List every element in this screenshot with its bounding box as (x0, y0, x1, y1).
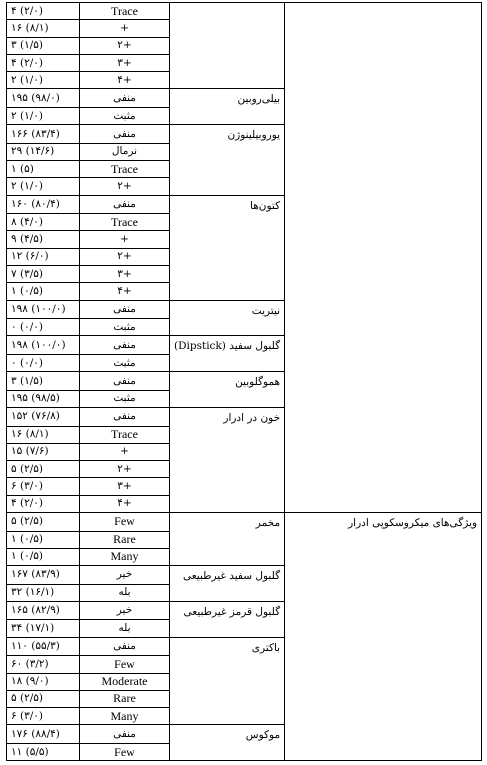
count-cell: ۱ (۰/۵) (7, 548, 80, 565)
table-row (7, 548, 482, 565)
count-cell: ۱۶۰ (۸۰/۴) (7, 195, 80, 214)
count-cell: ۳ (۱/۵) (7, 37, 80, 54)
table-row (7, 143, 482, 160)
section-cell (285, 461, 482, 478)
table-row (7, 214, 482, 231)
variable-cell (170, 20, 285, 37)
variable-cell (170, 372, 285, 391)
table-row (7, 690, 482, 707)
variable-label: خون در ادرار (223, 412, 281, 425)
category-cell: نرمال (80, 143, 170, 160)
table-row (7, 725, 482, 744)
variable-cell (170, 390, 285, 407)
table-row (7, 283, 482, 300)
category-cell: Trace (80, 3, 170, 20)
category-cell: Moderate (80, 673, 170, 690)
category-cell: بله (80, 584, 170, 601)
section-cell (285, 637, 482, 656)
variable-cell (170, 743, 285, 760)
variable-cell (170, 637, 285, 656)
category-cell: خیر (80, 601, 170, 620)
variable-cell (170, 426, 285, 443)
section-cell (285, 143, 482, 160)
table-row (7, 354, 482, 371)
variable-cell (170, 336, 285, 355)
count-cell: ۱۷۶ (۸۸/۴) (7, 725, 80, 744)
count-cell: ۳۴ (۱۷/۱) (7, 620, 80, 637)
variable-cell (170, 548, 285, 565)
table-row (7, 495, 482, 512)
count-cell: ۴ (۲/۰) (7, 54, 80, 71)
table-row (7, 390, 482, 407)
count-cell: ۱۶۶ (۸۳/۴) (7, 125, 80, 144)
variable-cell (170, 178, 285, 195)
section-cell (285, 620, 482, 637)
count-cell: ۱۱۰ (۵۵/۳) (7, 637, 80, 656)
table-row (7, 478, 482, 495)
table-row (7, 3, 482, 20)
count-cell: ۱۲ (۶/۰) (7, 248, 80, 265)
variable-cell (170, 72, 285, 89)
table-row (7, 107, 482, 124)
variable-cell (170, 107, 285, 124)
section-cell (285, 584, 482, 601)
table-row (7, 443, 482, 460)
category-cell: Rare (80, 531, 170, 548)
count-cell: ۶ (۳/۰) (7, 478, 80, 495)
count-cell: ۷ (۳/۵) (7, 266, 80, 283)
table-row (7, 584, 482, 601)
table-row (7, 89, 482, 108)
section-cell (285, 283, 482, 300)
count-cell: ۱۵۲ (۷۶/۸) (7, 408, 80, 427)
section-cell (285, 37, 482, 54)
table-row (7, 656, 482, 673)
count-cell: ۲۹ (۱۴/۶) (7, 143, 80, 160)
category-cell: مثبت (80, 390, 170, 407)
variable-cell (170, 601, 285, 620)
variable-label: نیتریت (251, 304, 281, 317)
category-cell: مثبت (80, 107, 170, 124)
variable-cell (170, 37, 285, 54)
count-cell: ۱۶۵ (۸۲/۹) (7, 601, 80, 620)
table-row (7, 300, 482, 319)
category-cell: بله (80, 620, 170, 637)
section-cell (285, 161, 482, 178)
variable-cell (170, 690, 285, 707)
count-cell: ۱۵ (۷/۶) (7, 443, 80, 460)
category-cell: ۲+ (80, 461, 170, 478)
category-cell: ۲+ (80, 248, 170, 265)
category-cell: ۳+ (80, 478, 170, 495)
table-row (7, 601, 482, 620)
variable-cell (170, 248, 285, 265)
variable-cell (170, 708, 285, 725)
table-row (7, 231, 482, 248)
count-cell: ۱۹۸ (۱۰۰/۰) (7, 336, 80, 355)
table-row (7, 708, 482, 725)
count-cell: ۰ (۰/۰) (7, 319, 80, 336)
count-cell: ۱ (۵) (7, 161, 80, 178)
category-cell: Many (80, 708, 170, 725)
variable-cell (170, 408, 285, 427)
table-row (7, 248, 482, 265)
section-cell (285, 354, 482, 371)
table-row (7, 513, 482, 532)
table-row (7, 161, 482, 178)
section-cell (285, 336, 482, 355)
category-cell: Trace (80, 161, 170, 178)
variable-cell (170, 478, 285, 495)
section-cell (285, 426, 482, 443)
category-cell: مثبت (80, 354, 170, 371)
table-row (7, 408, 482, 427)
category-cell: ۲+ (80, 37, 170, 54)
count-cell: ۸ (۴/۰) (7, 214, 80, 231)
section-cell (285, 195, 482, 214)
variable-cell (170, 300, 285, 319)
count-cell: ۱۸ (۹/۰) (7, 673, 80, 690)
category-cell: منفی (80, 336, 170, 355)
variable-cell (170, 89, 285, 108)
table-row (7, 426, 482, 443)
category-cell: Few (80, 656, 170, 673)
table-row (7, 620, 482, 637)
section-cell (285, 300, 482, 319)
count-cell: ۱۹۵ (۹۸/۰) (7, 89, 80, 108)
section-cell (285, 443, 482, 460)
variable-cell (170, 3, 285, 20)
variable-label: مخمر (255, 517, 281, 530)
category-cell: ۳+ (80, 266, 170, 283)
variable-cell (170, 513, 285, 532)
category-cell: ۴+ (80, 283, 170, 300)
count-cell: ۳ (۱/۵) (7, 372, 80, 391)
table-row (7, 743, 482, 760)
category-cell: ۴+ (80, 495, 170, 512)
table-body (7, 3, 482, 761)
variable-label: موکوس (245, 729, 281, 742)
category-cell: منفی (80, 195, 170, 214)
table-row (7, 336, 482, 355)
variable-label: گلبول سفید غیرطبیعی (182, 570, 281, 583)
section-cell (285, 408, 482, 427)
variable-cell (170, 125, 285, 144)
variable-cell (170, 54, 285, 71)
section-cell (285, 372, 482, 391)
category-cell: ۴+ (80, 72, 170, 89)
category-cell: Many (80, 548, 170, 565)
section-cell (285, 513, 482, 532)
table-row (7, 637, 482, 656)
section-cell (285, 531, 482, 548)
table-row (7, 125, 482, 144)
category-cell: Rare (80, 690, 170, 707)
variable-cell (170, 673, 285, 690)
variable-cell (170, 584, 285, 601)
section-cell (285, 725, 482, 744)
section-cell (285, 601, 482, 620)
category-cell: منفی (80, 300, 170, 319)
variable-label: یوروبیلینوژن (227, 129, 281, 142)
variable-cell (170, 620, 285, 637)
section-cell (285, 3, 482, 20)
section-cell (285, 54, 482, 71)
variable-cell (170, 656, 285, 673)
section-cell (285, 743, 482, 760)
variable-cell (170, 319, 285, 336)
category-cell: ۳+ (80, 54, 170, 71)
section-label: ویژگی‌های میکروسکوپی ادرار (348, 517, 478, 530)
count-cell: ۱۱ (۵/۵) (7, 743, 80, 760)
table-row (7, 178, 482, 195)
count-cell: ۲ (۱/۰) (7, 178, 80, 195)
urinalysis-results-table (6, 2, 482, 761)
variable-cell (170, 531, 285, 548)
section-cell (285, 89, 482, 108)
section-cell (285, 548, 482, 565)
variable-cell (170, 214, 285, 231)
count-cell: ۱۹۸ (۱۰۰/۰) (7, 300, 80, 319)
variable-label: گلبول قرمز غیرطبیعی (183, 605, 281, 618)
count-cell: ۵ (۲/۵) (7, 690, 80, 707)
category-cell: Trace (80, 426, 170, 443)
table-row (7, 372, 482, 391)
count-cell: ۵ (۲/۵) (7, 461, 80, 478)
count-cell: ۱۹۵ (۹۸/۵) (7, 390, 80, 407)
table-row (7, 531, 482, 548)
variable-cell (170, 161, 285, 178)
section-cell (285, 690, 482, 707)
count-cell: ۴ (۲/۰) (7, 495, 80, 512)
category-cell: منفی (80, 125, 170, 144)
section-cell (285, 478, 482, 495)
section-cell (285, 266, 482, 283)
category-cell: + (80, 231, 170, 248)
section-cell (285, 673, 482, 690)
section-cell (285, 107, 482, 124)
variable-cell (170, 143, 285, 160)
table-row (7, 72, 482, 89)
variable-label: (Dipstick) گلبول سفید (174, 340, 281, 353)
count-cell: ۲ (۱/۰) (7, 107, 80, 124)
section-cell (285, 390, 482, 407)
category-cell: منفی (80, 725, 170, 744)
section-cell (285, 248, 482, 265)
variable-cell (170, 725, 285, 744)
variable-cell (170, 283, 285, 300)
table-row (7, 37, 482, 54)
count-cell: ۰ (۰/۰) (7, 354, 80, 371)
count-cell: ۱ (۰/۵) (7, 531, 80, 548)
section-cell (285, 20, 482, 37)
variable-cell (170, 354, 285, 371)
category-cell: منفی (80, 89, 170, 108)
count-cell: ۶۰ (۳/۲) (7, 656, 80, 673)
variable-label: هموگلوبین (235, 376, 281, 389)
count-cell: ۲ (۱/۰) (7, 72, 80, 89)
section-cell (285, 566, 482, 585)
variable-label: باکتری (251, 641, 281, 654)
section-cell (285, 178, 482, 195)
variable-cell (170, 195, 285, 214)
section-cell (285, 214, 482, 231)
count-cell: ۴ (۲/۰) (7, 3, 80, 20)
category-cell: منفی (80, 408, 170, 427)
count-cell: ۱۶ (۸/۱) (7, 20, 80, 37)
section-cell (285, 319, 482, 336)
count-cell: ۶ (۳/۰) (7, 708, 80, 725)
count-cell: ۱۶ (۸/۱) (7, 426, 80, 443)
count-cell: ۱۶۷ (۸۳/۹) (7, 566, 80, 585)
category-cell: مثبت (80, 319, 170, 336)
category-cell: + (80, 20, 170, 37)
section-cell (285, 656, 482, 673)
variable-cell (170, 495, 285, 512)
count-cell: ۳۲ (۱۶/۱) (7, 584, 80, 601)
table-row (7, 319, 482, 336)
table-row (7, 54, 482, 71)
category-cell: ۲+ (80, 178, 170, 195)
table-row (7, 566, 482, 585)
section-cell (285, 231, 482, 248)
category-cell: + (80, 443, 170, 460)
category-cell: Few (80, 743, 170, 760)
variable-cell (170, 231, 285, 248)
variable-cell (170, 443, 285, 460)
section-cell (285, 495, 482, 512)
variable-cell (170, 566, 285, 585)
category-cell: Trace (80, 214, 170, 231)
table-row (7, 266, 482, 283)
count-cell: ۱ (۰/۵) (7, 283, 80, 300)
count-cell: ۹ (۴/۵) (7, 231, 80, 248)
variable-cell (170, 266, 285, 283)
category-cell: منفی (80, 372, 170, 391)
table-row (7, 461, 482, 478)
table-row (7, 673, 482, 690)
category-cell: Few (80, 513, 170, 532)
table-row (7, 20, 482, 37)
table-row (7, 195, 482, 214)
section-cell (285, 72, 482, 89)
variable-label: کتون‌ها (250, 199, 281, 212)
variable-cell (170, 461, 285, 478)
section-cell (285, 708, 482, 725)
category-cell: منفی (80, 637, 170, 656)
variable-label: بیلی‌روبین (237, 93, 281, 106)
section-cell (285, 125, 482, 144)
count-cell: ۵ (۲/۵) (7, 513, 80, 532)
category-cell: خیر (80, 566, 170, 585)
